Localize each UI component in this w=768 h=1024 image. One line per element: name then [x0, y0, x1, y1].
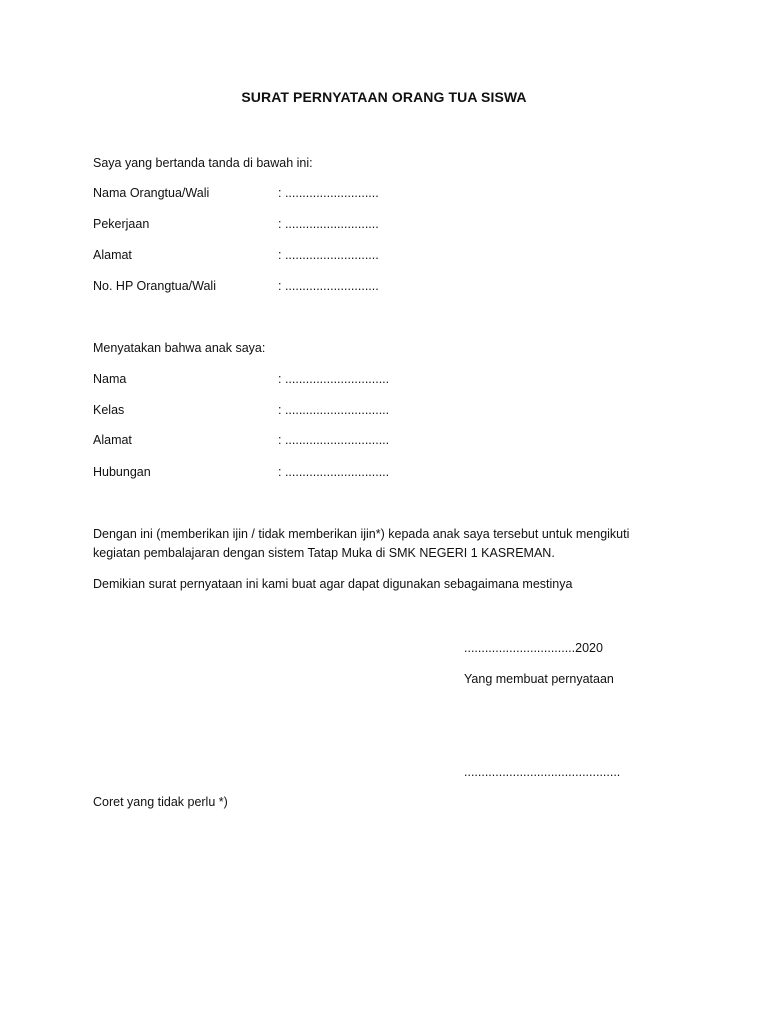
statement-line-2: kegiatan pembalajaran dengan sistem Tatap Muka di SMK NEGERI 1 KASREMAN.	[93, 546, 555, 560]
parent-field-label: No. HP Orangtua/Wali	[93, 279, 216, 293]
parent-field-value: : ...........................	[278, 217, 379, 231]
signature-line: .............................................	[464, 765, 621, 779]
child-field-label: Hubungan	[93, 465, 151, 479]
parent-intro: Saya yang bertanda tanda di bawah ini:	[93, 156, 313, 170]
child-field-value: : ..............................	[278, 372, 390, 386]
child-field-value: : ..............................	[278, 403, 390, 417]
child-field-value: : ..............................	[278, 433, 390, 447]
parent-field-value: : ...........................	[278, 186, 379, 200]
child-field-label: Kelas	[93, 403, 125, 417]
date-line: ................................2020	[464, 641, 603, 655]
closing-statement: Demikian surat pernyataan ini kami buat agar dapat digunakan sebagaimana mestinya	[93, 577, 573, 591]
child-intro: Menyatakan bahwa anak saya:	[93, 341, 266, 355]
statement-line-1: Dengan ini (memberikan ijin / tidak memberikan ijin*) kepada anak saya tersebut untuk mengikuti	[93, 527, 630, 541]
document-title: SURAT PERNYATAAN ORANG TUA SISWA	[241, 89, 527, 105]
child-field-label: Alamat	[93, 433, 132, 447]
child-field-value: : ..............................	[278, 465, 390, 479]
parent-field-label: Nama Orangtua/Wali	[93, 186, 210, 200]
parent-field-label: Alamat	[93, 248, 132, 262]
parent-field-label: Pekerjaan	[93, 217, 150, 231]
signer-label: Yang membuat pernyataan	[464, 672, 614, 686]
footnote: Coret yang tidak perlu *)	[93, 795, 228, 809]
child-field-label: Nama	[93, 372, 127, 386]
parent-field-value: : ...........................	[278, 279, 379, 293]
parent-field-value: : ...........................	[278, 248, 379, 262]
